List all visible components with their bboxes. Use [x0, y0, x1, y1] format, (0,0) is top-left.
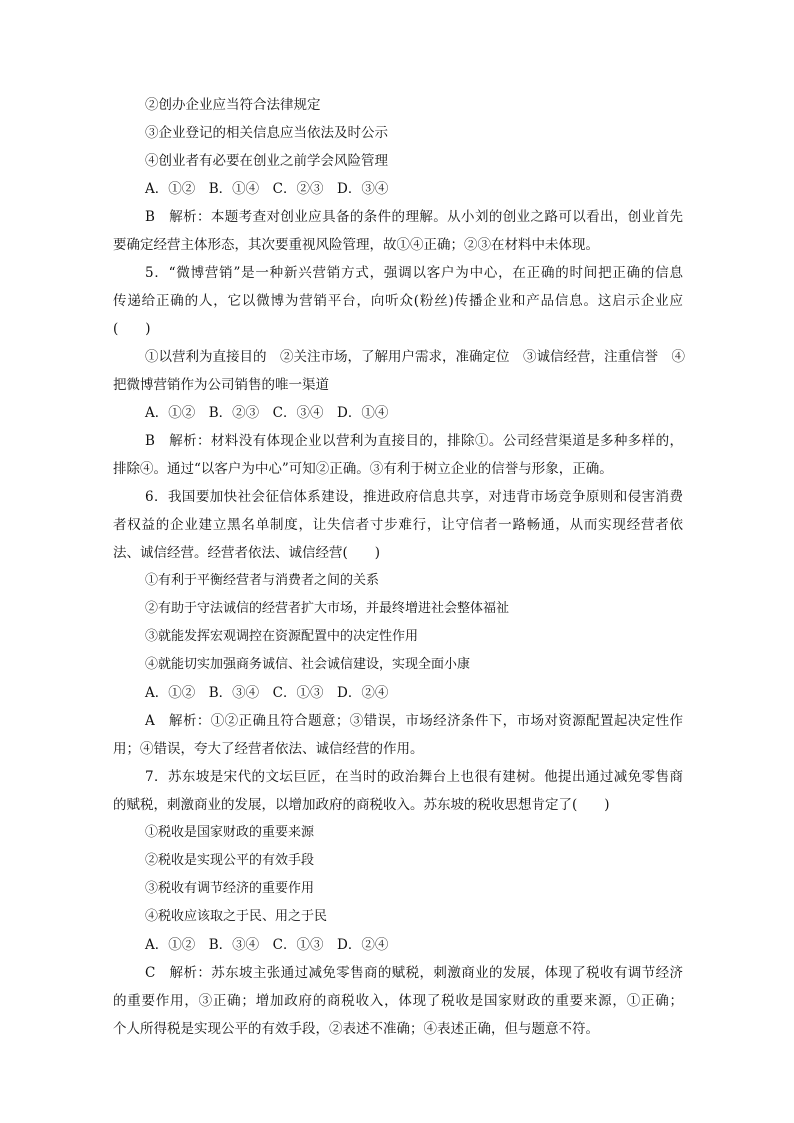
analysis-line: 要确定经营主体形态，其次要重视风险管理，故①④正确；②③在材料中未体现。 — [113, 237, 599, 253]
analysis-line: A 解析：①②正确且符合题意；③错误，市场经济条件下，市场对资源配置起决定性作 — [145, 713, 683, 729]
analysis-line: B 解析：材料没有体现企业以营利为直接目的，排除①。公司经营渠道是多种多样的， — [145, 433, 683, 449]
option-line: ①税收是国家财政的重要来源 — [145, 825, 315, 840]
question-line: 7．苏东坡是宋代的文坛巨匠，在当时的政治舞台上也很有建树。他提出通过减免零售商 — [145, 769, 683, 785]
answer-choices: A．①② B．③④ C．①③ D．②④ — [145, 937, 389, 953]
option-line: ②税收是实现公平的有效手段 — [145, 853, 315, 868]
analysis-line: 的重要作用，③正确；增加政府的商税收入，体现了税收是国家财政的重要来源，①正确； — [113, 993, 683, 1009]
analysis-line: C 解析：苏东坡主张通过减免零售商的赋税，刺激商业的发展，体现了税收有调节经济 — [145, 965, 683, 981]
analysis-line: B 解析：本题考查对创业应具备的条件的理解。从小刘的创业之路可以看出，创业首先 — [145, 209, 683, 225]
option-line: ②有助于守法诚信的经营者扩大市场，并最终增进社会整体福祉 — [145, 601, 510, 616]
option-line: ①有利于平衡经营者与消费者之间的关系 — [145, 573, 380, 588]
answer-choices: A．①② B．②③ C．③④ D．①④ — [145, 405, 389, 421]
option-line: ④就能切实加强商务诚信、社会诚信建设，实现全面小康 — [145, 657, 471, 672]
question-line: 传递给正确的人，它以微博为营销平台，向听众(粉丝)传播企业和产品信息。这启示企业应 — [113, 293, 683, 309]
analysis-line: 用；④错误，夸大了经营者依法、诚信经营的作用。 — [113, 741, 424, 757]
question-line: 者权益的企业建立黑名单制度，让失信者寸步难行，让守信者一路畅通，从而实现经营者依 — [113, 517, 683, 533]
question-line: 的赋税，刺激商业的发展，以增加政府的商税收入。苏东坡的税收思想肯定了( ) — [113, 797, 610, 813]
option-line: ③税收有调节经济的重要作用 — [145, 881, 315, 896]
answer-choices: A．①② B．③④ C．①③ D．②④ — [145, 685, 389, 701]
option-line: ③就能发挥宏观调控在资源配置中的决定性作用 — [145, 629, 419, 644]
option-line: ②创办企业应当符合法律规定 — [145, 97, 321, 113]
question-line: 5．“微博营销”是一种新兴营销方式，强调以客户为中心，在正确的时间把正确的信息 — [145, 265, 683, 281]
option-line: ④税收应该取之于民、用之于民 — [145, 909, 328, 924]
answer-choices: A．①② B．①④ C．②③ D．③④ — [145, 181, 389, 197]
question-line: 法、诚信经营。经营者依法、诚信经营( ) — [113, 545, 381, 561]
option-line: ④创业者有必要在创业之前学会风险管理 — [145, 153, 388, 169]
option-line: ③企业登记的相关信息应当依法及时公示 — [145, 125, 388, 141]
question-line: 6．我国要加快社会征信体系建设，推进政府信息共享，对违背市场竞争原则和侵害消费 — [145, 489, 683, 505]
analysis-line: 个人所得税是实现公平的有效手段，②表述不准确；④表述正确，但与题意不符。 — [113, 1021, 599, 1037]
option-line: 把微博营销作为公司销售的唯一渠道 — [113, 377, 329, 393]
question-line: ( ) — [113, 321, 151, 337]
analysis-line: 排除④。通过“以客户为中心”可知②正确。③有利于树立企业的信誉与形象，正确。 — [113, 461, 613, 477]
option-line: ①以营利为直接目的 ②关注市场，了解用户需求，准确定位 ③诚信经营，注重信誉 ④ — [145, 349, 685, 365]
